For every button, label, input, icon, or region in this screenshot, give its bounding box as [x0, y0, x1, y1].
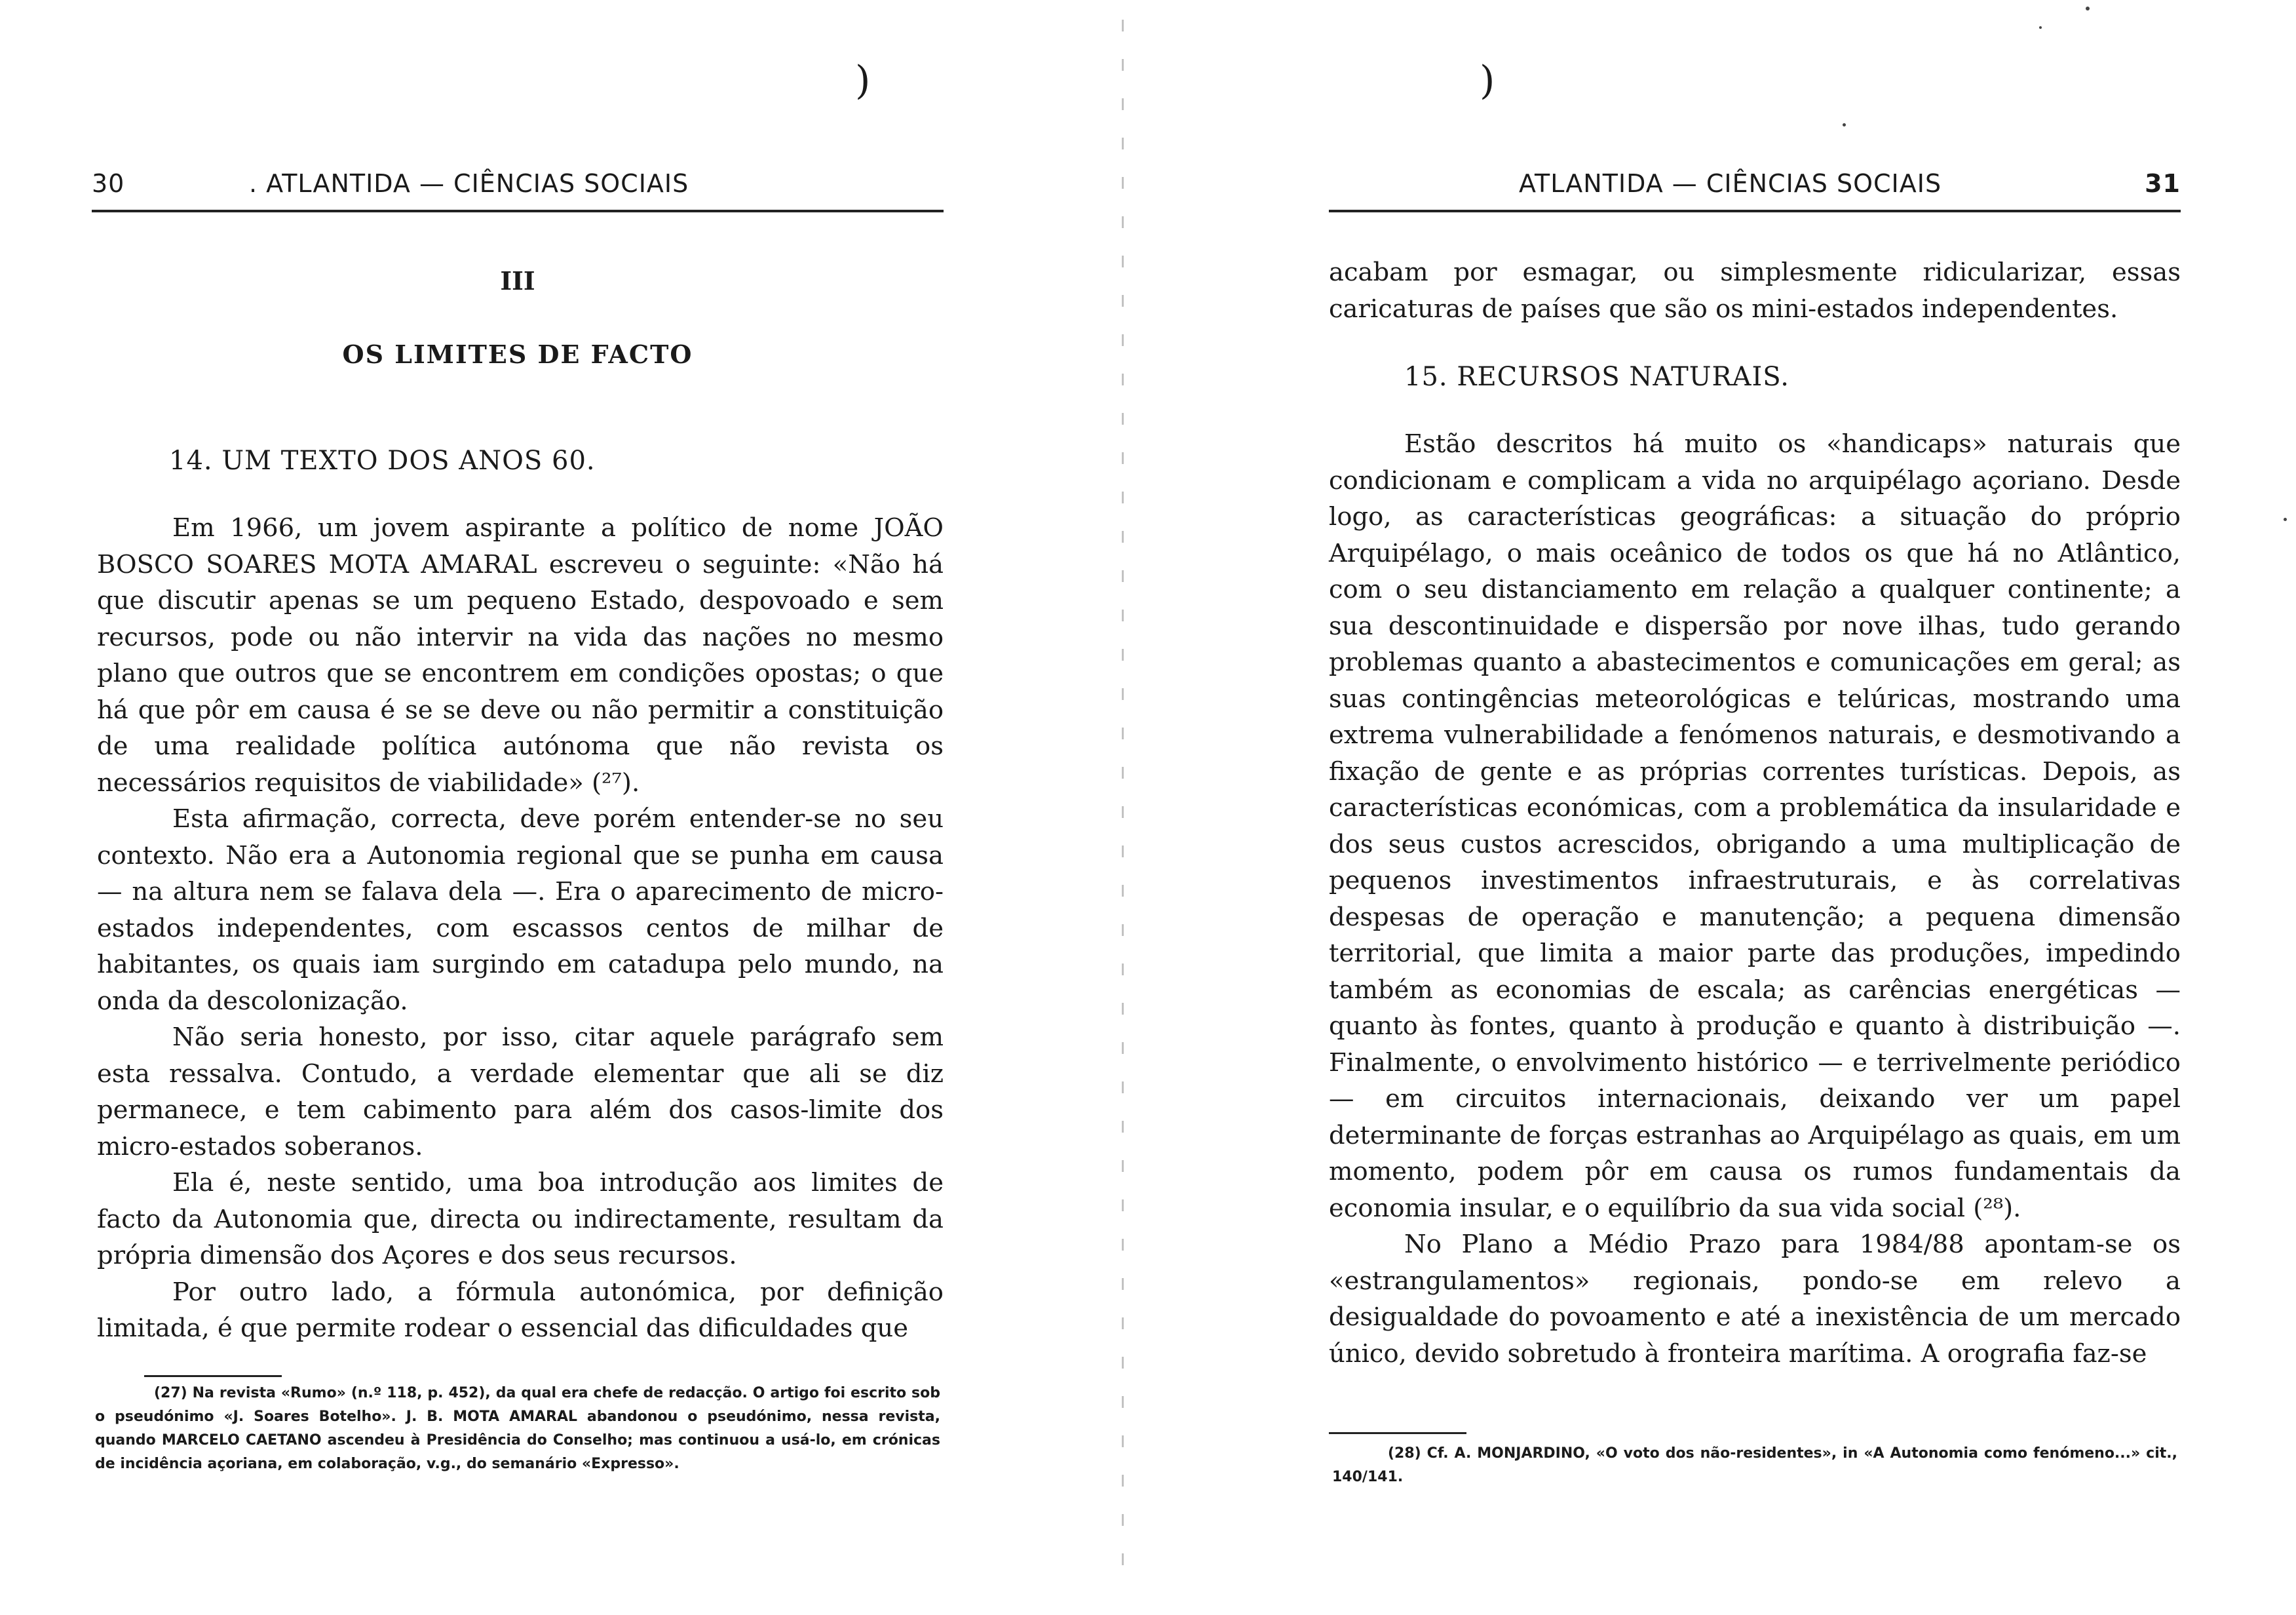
page-number: 31: [2145, 169, 2181, 198]
section-heading: 14. UM TEXTO DOS ANOS 60.: [169, 446, 596, 476]
footnote: (27) Na revista «Rumo» (n.º 118, p. 452), da qual era chefe de redacção. O artigo foi escrito sob o pseudónimo «J. Soares Botelho». J. B. MOTA AMARAL abandonou o pseudónimo, nessa revista, quando MARCELO CAETANO ascendeu à Presidência do Conselho; mas continuou a usá-lo, em crónicas de incidência açoriana, em colaboração, v.g., do semanário «Expresso».: [95, 1385, 940, 1472]
running-head: . ATLANTIDA — CIÊNCIAS SOCIAIS: [249, 169, 689, 198]
paragraph: Esta afirmação, correcta, deve porém entender-se no seu contexto. Não era a Autonomia regional que se punha em causa — na altura nem se falava dela —. Era o aparecimento de micro-estados independentes, com escassos centos de milhar de habitantes, os quais iam surgindo em catadupa pelo mundo, na onda da descolonização.: [97, 804, 944, 1016]
right-page: [1329, 0, 2181, 1615]
left-page: [92, 0, 944, 1615]
margin-mark: ): [855, 58, 871, 104]
book-gutter: [1122, 20, 1124, 1593]
paragraph: Estão descritos há muito os «handicaps» naturais que condicionam e complicam a vida no arquipélago açoriano. Desde logo, as características geográficas: a situação do próprio Arquipélago, o mais oceânico de todos os que há no Atlântico, com o seu distanciamento em relação a qualquer continente; a sua descontinuidade e dispersão por nove ilhas, tudo gerando problemas quanto a abastecimentos e comunicações em geral; as suas contingências meteorológicas e telúricas, mostrando uma extrema vulnerabilidade a fenómenos naturais, e desmotivando a fixação de gente e as próprias correntes turísticas. Depois, as características económicas, com a problemática da insularidade e dos seus custos acrescidos, obrigando a uma multiplicação de pequenos investimentos infraestruturais, e às correlativas despesas de operação e manutenção; a pequena dimensão territorial, que limita a maior parte das produções, impedindo também as economias de escala; as carências energéticas — quanto às fontes, quanto à produção e quanto à distribuição —. Finalmente, o envolvimento histórico — e terrivelmente periódico — em circuitos internacionais, deixando ver um papel determinante de forças estranhas ao Arquipélago as quais, em um momento, podem pôr em causa os rumos fundamentais da economia insular, e o equilíbrio da sua vida social (²⁸).: [1329, 429, 2181, 1223]
margin-mark: ): [1480, 58, 1495, 104]
page-number: 30: [92, 169, 125, 198]
paragraph: Por outro lado, a fórmula autonómica, por definição limitada, é que permite rodear o essencial das dificuldades que: [97, 1277, 944, 1343]
body-text: [97, 510, 944, 1347]
footnote-rule: [1329, 1432, 1466, 1434]
chapter-number: III: [500, 266, 535, 296]
running-head: ATLANTIDA — CIÊNCIAS SOCIAIS: [1519, 169, 1942, 198]
footnote: (28) Cf. A. MONJARDINO, «O voto dos não-residentes», in «A Autonomia como fenómeno...» cit., 140/141.: [1332, 1445, 2177, 1485]
footnote-rule: [144, 1375, 282, 1377]
paragraph: Não seria honesto, por isso, citar aquele parágrafo sem esta ressalva. Contudo, a verdade elementar que ali se diz permanece, e tem cabimento para além dos casos-limite dos micro-estados soberanos.: [97, 1022, 944, 1161]
paragraph: Ela é, neste sentido, uma boa introdução aos limites de facto da Autonomia que, directa ou indirectamente, resultam da própria dimensão dos Açores e dos seus recursos.: [97, 1168, 944, 1270]
header-rule: [92, 210, 944, 212]
paragraph: acabam por esmagar, ou simplesmente ridicularizar, essas caricaturas de países que são os mini-estados independentes.: [1329, 258, 2181, 324]
page-header: [92, 169, 944, 208]
body-text: [1329, 426, 2181, 1372]
scan-speck: [2284, 518, 2287, 521]
body-text-continuation: [1329, 254, 2181, 327]
paragraph: Em 1966, um jovem aspirante a político de nome JOÃO BOSCO SOARES MOTA AMARAL escreveu o seguinte: «Não há que discutir apenas se um pequeno Estado, despovoado e sem recursos, pode ou não intervir na vida das nações no mesmo plano que outros que se encontrem em condições opostas; o que há que pôr em causa é se se deve ou não permitir a constituição de uma realidade política autónoma que não revista os necessários requisitos de viabilidade» (²⁷).: [97, 513, 944, 798]
chapter-title: OS LIMITES DE FACTO: [342, 340, 693, 369]
paragraph: No Plano a Médio Prazo para 1984/88 apontam-se os «estrangulamentos» regionais, pondo-se em relevo a desigualdade do povoamento e até a inexistência de um mercado único, devido sobretudo à fronteira marítima. A orografia faz-se: [1329, 1230, 2181, 1369]
section-heading: 15. RECURSOS NATURAIS.: [1404, 362, 1789, 392]
header-rule: [1329, 210, 2181, 212]
page-header: [1329, 169, 2181, 208]
